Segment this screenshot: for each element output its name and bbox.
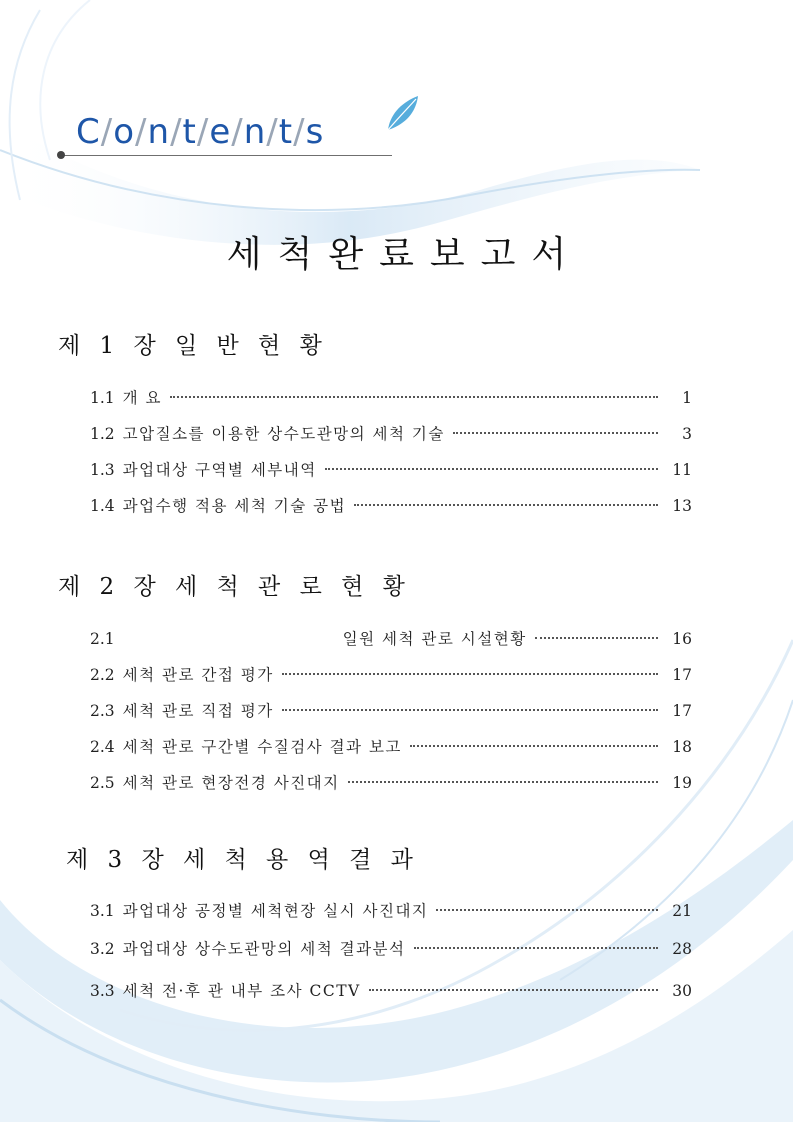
toc-label: 세척 전·후 관 내부 조사 CCTV [122,982,361,1000]
toc-page-number: 13 [672,497,692,515]
toc-page-number: 17 [672,666,692,684]
leaf-icon [382,94,422,134]
toc-page-number: 18 [672,738,692,756]
logo-letter: s [305,112,325,152]
toc-number: 2.1 [90,630,115,648]
logo-letter: e [209,112,232,152]
toc-number: 3.2 [90,940,115,958]
dot-leader [170,396,658,398]
toc-number: 3.1 [90,902,115,920]
dot-leader [414,947,658,949]
logo-letter: t [182,112,197,152]
logo-slash: / [231,112,244,152]
toc-number: 1.4 [90,497,115,515]
logo-underline [62,155,392,156]
logo-letter: o [113,112,136,152]
logo-slash: / [266,112,279,152]
toc-page-number: 30 [672,982,692,1000]
logo-letter: n [147,112,171,152]
toc-page-number: 28 [672,940,692,958]
toc-page-number: 17 [672,702,692,720]
toc-entry[interactable] [90,494,692,518]
toc-number: 2.4 [90,738,115,756]
toc-number: 2.3 [90,702,115,720]
toc-entry[interactable] [90,627,692,651]
document-title: 세척완료보고서 [226,234,583,275]
toc-entry[interactable] [90,771,692,795]
toc-entry[interactable] [90,699,692,723]
dot-leader [282,673,658,675]
dot-leader [354,504,658,506]
dot-leader [348,781,658,783]
chapter-heading: 제 2 장 세 척 관 로 현 황 [58,574,411,600]
chapter-heading: 제 1 장 일 반 현 황 [58,333,328,359]
toc-page-number: 16 [672,630,692,648]
dot-leader [436,909,658,911]
dot-leader [410,745,658,747]
toc-number: 1.3 [90,461,115,479]
logo-slash: / [170,112,183,152]
dot-leader [453,432,658,434]
contents-logo [76,112,324,152]
toc-entry[interactable] [90,979,692,1003]
toc-entry[interactable] [90,386,692,410]
toc-label: 세척 관로 구간별 수질검사 결과 보고 [122,738,402,756]
toc-number: 1.1 [90,389,115,407]
toc-label: 일원 세척 관로 시설현황 [342,630,527,648]
toc-page-number: 21 [672,902,692,920]
toc-entry[interactable] [90,937,692,961]
logo-slash: / [100,112,114,152]
logo-letter: t [278,112,294,152]
toc-label: 과업대상 상수도관망의 세척 결과분석 [122,940,406,958]
toc-page-number: 3 [682,425,692,443]
toc-page-number: 19 [672,774,692,792]
toc-entry[interactable] [90,735,692,759]
toc-entry[interactable] [90,422,692,446]
toc-entry[interactable] [90,899,692,923]
toc-label: 과업수행 적용 세척 기술 공법 [122,497,347,515]
toc-label: 과업대상 구역별 세부내역 [122,461,317,479]
dot-leader [535,637,658,639]
logo-letter: C [76,112,101,152]
toc-label: 고압질소를 이용한 상수도관망의 세척 기술 [122,425,445,443]
toc-label: 개 요 [122,389,163,407]
chapter-heading: 제 3 장 세 척 용 역 결 과 [66,847,419,873]
toc-label: 세척 관로 직접 평가 [122,702,274,720]
toc-number: 3.3 [90,982,115,1000]
toc-label: 과업대상 공정별 세척현장 실시 사진대지 [122,902,429,920]
dot-leader [369,989,658,991]
toc-label: 세척 관로 간접 평가 [122,666,274,684]
dot-leader [282,709,658,711]
toc-number: 2.2 [90,666,115,684]
toc-page-number: 1 [682,389,692,407]
logo-letter: n [243,112,267,152]
toc-entry[interactable] [90,458,692,482]
toc-entry[interactable] [90,663,692,687]
toc-page-number: 11 [672,461,692,479]
dot-leader [325,468,658,470]
logo-slash: / [196,112,210,152]
toc-label: 세척 관로 현장전경 사진대지 [122,774,340,792]
toc-number: 2.5 [90,774,115,792]
logo-dot [57,151,65,159]
logo-slash: / [293,112,306,152]
logo-slash: / [135,112,148,152]
toc-number: 1.2 [90,425,115,443]
